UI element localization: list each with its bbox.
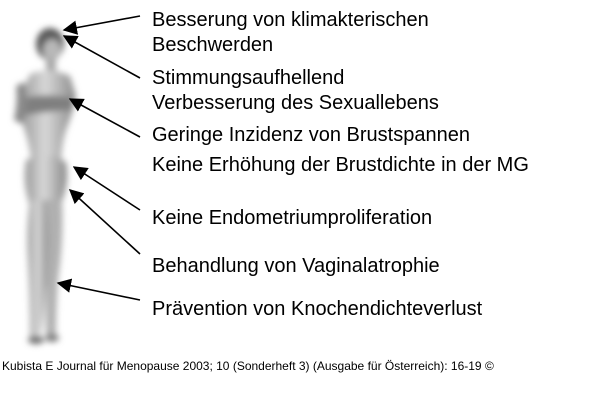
label-breast-tension: Geringe Inzidenz von Brustspannen xyxy=(152,124,470,146)
arrow-head-mood xyxy=(64,36,140,78)
label-breast-density: Keine Erhöhung der Brustdichte in der MG xyxy=(152,154,529,176)
label-bone-density: Prävention von Knochendichteverlust xyxy=(152,298,483,320)
label-mood-line1: Stimmungsaufhellend xyxy=(152,67,345,89)
arrow-bone xyxy=(58,283,140,300)
arrow-pelvis xyxy=(70,190,140,254)
label-vaginal-atrophy: Behandlung von Vaginalatrophie xyxy=(152,255,440,277)
label-endometrium: Keine Endometriumproliferation xyxy=(152,207,433,229)
female-figure-image xyxy=(14,28,76,344)
label-climacteric-line2: Beschwerden xyxy=(152,34,274,56)
label-climacteric-line1: Besserung von klimakterischen xyxy=(152,9,429,31)
arrows-group xyxy=(58,16,140,300)
arrow-head xyxy=(64,16,140,30)
label-mood-line2: Verbesserung des Sexuallebens xyxy=(152,92,439,114)
arrow-breast xyxy=(70,99,140,137)
source-caption: Kubista E Journal für Menopause 2003; 10 (Sonderheft 3) (Ausgabe für Österreich): 16-19 © xyxy=(2,359,494,373)
